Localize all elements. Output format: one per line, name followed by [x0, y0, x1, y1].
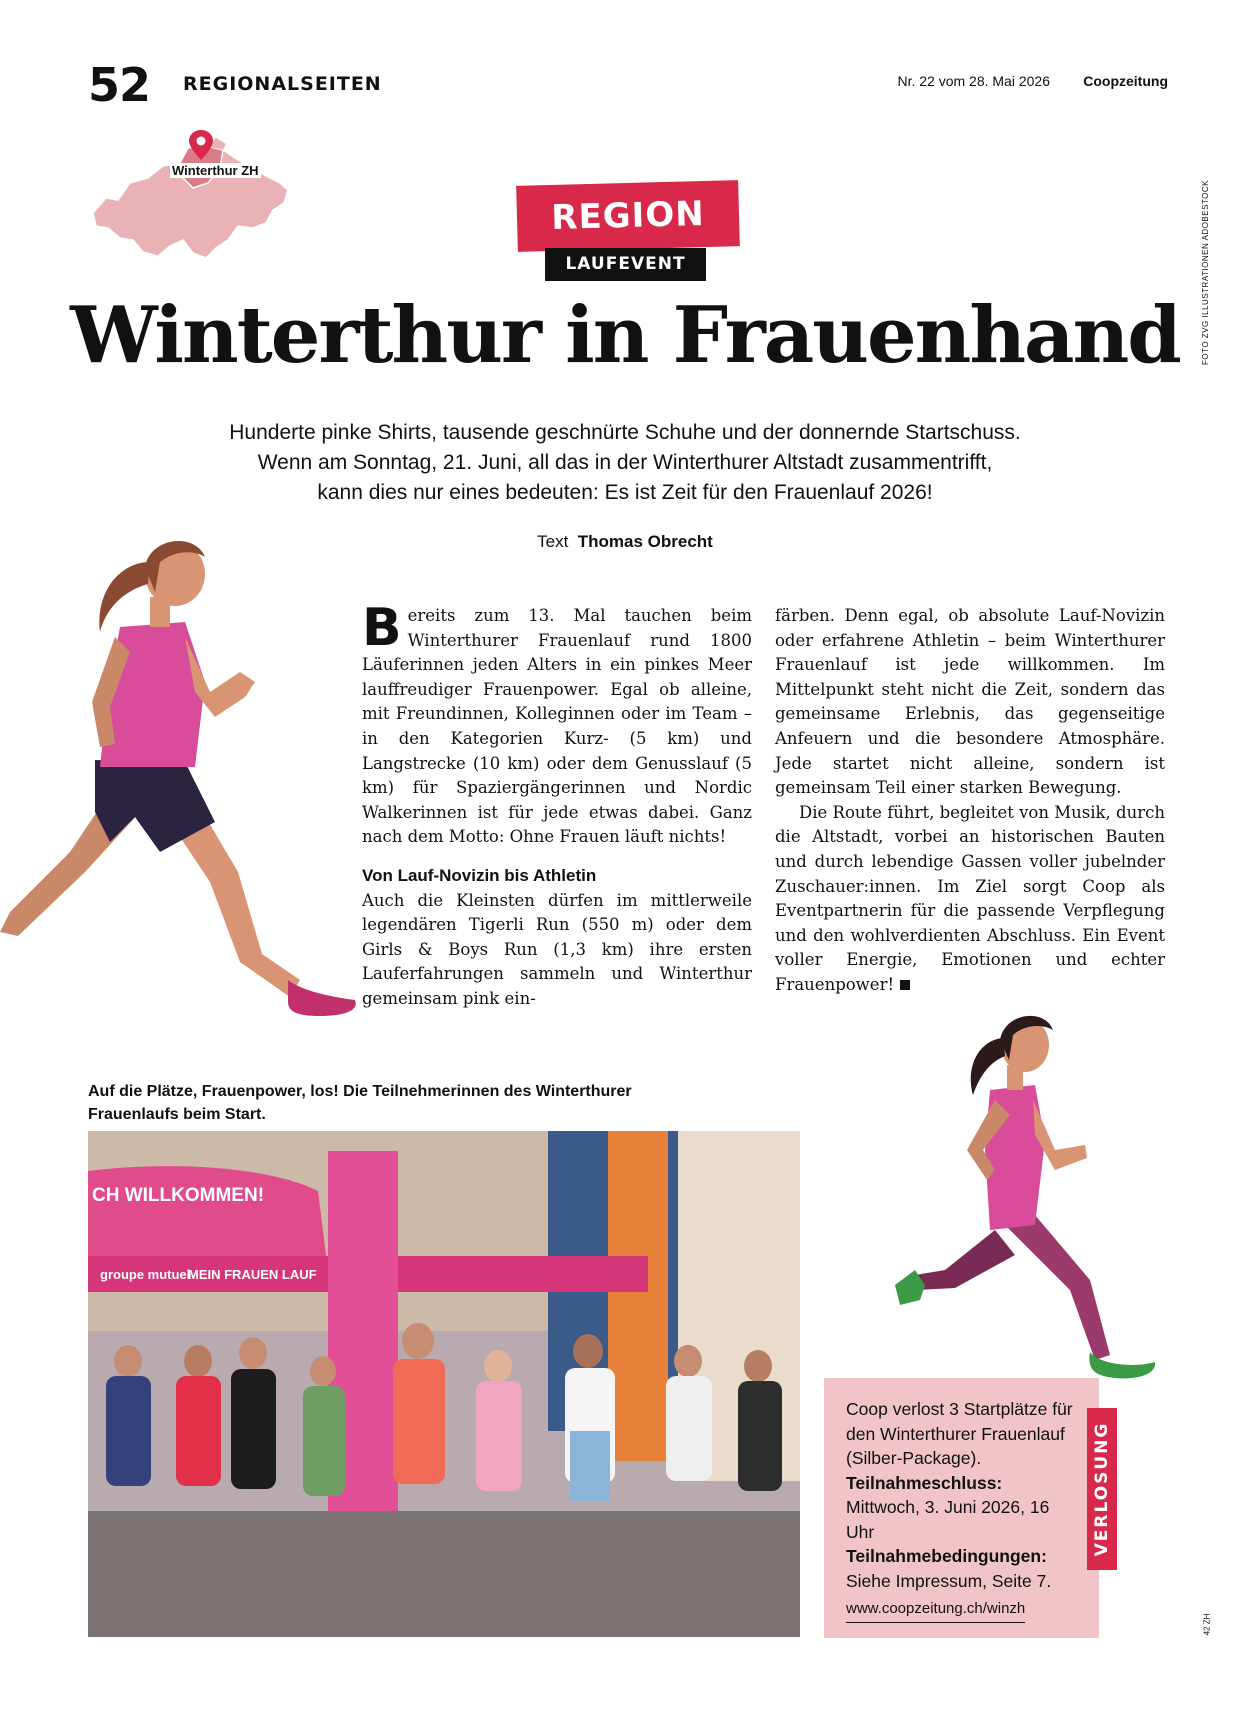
article-subhead: Von Lauf-Novizin bis Athletin: [362, 865, 597, 885]
raffle-tag: VERLOSUNG: [1087, 1408, 1117, 1570]
region-tag: REGION: [516, 180, 740, 252]
photo-caption: Auf die Plätze, Frauenpower, los! Die Teilnehmerinnen des Winterthurer Frauenlaufs beim Start.: [88, 1083, 632, 1123]
byline-prefix: Text: [537, 532, 569, 551]
welcome-banner: CH WILLKOMMEN!: [92, 1185, 265, 1206]
race-start-photo: [88, 1131, 800, 1637]
lead-paragraph: [140, 418, 1110, 508]
sponsor-text: groupe mutuel: [100, 1267, 191, 1282]
article-paragraph-continued: färben. Denn egal, ob absolute Lauf-Novizin oder erfahrene Athletin – beim Winterthurer Frauenlauf ist jede willkommen. Im Mittelpunkt steht nicht die Zeit, sondern das gemeinsame Erlebnis, das gegenseitige Anfeuern und die besondere Atmosphäre. Jede startet nicht alleine, sondern ist gemeinsam Teil einer starken Bewegung.: [775, 606, 1165, 798]
end-mark-icon: [900, 980, 910, 990]
byline: [440, 532, 810, 552]
article-paragraph: ereits zum 13. Mal tauchen beim Winterthurer Frauenlauf rund 1800 Läuferinnen jeden Alters in ein pinkes Meer lauffreudiger Frauenpower. Egal ob alleine, mit Freundinnen, Kolleginnen oder im Team – in den Kategorien Kurz- (5 km) und Langstrecke (10 km) oder dem Genusslauf (5 km) für Spaziergängerinnen und Nordic Walkerinnen ist für jede etwas dabei. Ganz nach dem Motto: Ohne Frauen läuft nichts!: [362, 606, 752, 847]
raffle-text: [846, 1397, 1081, 1623]
byline-author: Thomas Obrecht: [577, 532, 713, 551]
sponsor-text: MEIN FRAUEN LAUF: [188, 1267, 317, 1282]
runner-illustration: [895, 1000, 1215, 1400]
raffle-intro: Coop verlost 3 Startplätze für den Winterthurer Frauenlauf (Silber-Package).: [846, 1399, 1073, 1468]
raffle-link[interactable]: www.coopzeitung.ch/winzh: [846, 1597, 1025, 1623]
raffle-deadline-label: Teilnahmeschluss:: [846, 1472, 1003, 1493]
lead-line: Wenn am Sonntag, 21. Juni, all das in der Winterthurer Altstadt zusammentrifft,: [257, 451, 993, 474]
switzerland-map: [88, 128, 293, 268]
lead-line: kann dies nur eines bedeuten: Es ist Zeit für den Frauenlauf 2026!: [317, 481, 933, 504]
page-code: 42 ZH: [1202, 1613, 1212, 1636]
page-number: 52: [88, 58, 151, 112]
drop-cap: B: [362, 598, 402, 658]
runner-illustration: [0, 522, 360, 1042]
section-title: REGIONALSEITEN: [183, 73, 382, 95]
article-column-1: [362, 598, 752, 1012]
headline: Winterthur in Frauenhand: [70, 290, 1180, 381]
photo-credits: FOTO ZVG ILLUSTRATIONEN ADOBESTOCK: [1201, 180, 1210, 366]
raffle-conditions-label: Teilnahmebedingungen:: [846, 1546, 1047, 1566]
article-paragraph: Die Route führt, begleitet von Musik, durch die Altstadt, vorbei an historischen Bauten und durch lebendige Gassen voller jubelnder Zuschauer:innen. Im Ziel sorgt Coop als Eventpartnerin für die passende Verpflegung und den wohlverdienten Abschluss. Ein Event voller Energie, Emotionen und echter Frauenpower!: [775, 802, 1165, 994]
article-paragraph: Auch die Kleinsten dürfen im mittlerweile legendären Tigerli Run (550 m) oder dem Girls & Boys Run (1,3 km) ihre ersten Lauferfahrungen sammeln und Winterthur gemeinsam pink ein-: [362, 890, 752, 1008]
article-column-2: [775, 604, 1165, 998]
issue-info: Nr. 22 vom 28. Mai 2026: [897, 73, 1050, 89]
raffle-deadline: Mittwoch, 3. Juni 2026, 16 Uhr: [846, 1497, 1050, 1542]
map-label: Winterthur ZH: [172, 163, 259, 178]
lead-line: Hunderte pinke Shirts, tausende geschnürte Schuhe und der donnernde Startschuss.: [229, 421, 1021, 444]
brand-name: Coopzeitung: [1083, 73, 1168, 89]
event-tag: LAUFEVENT: [545, 248, 706, 281]
raffle-conditions: Siehe Impressum, Seite 7.: [846, 1570, 1052, 1591]
